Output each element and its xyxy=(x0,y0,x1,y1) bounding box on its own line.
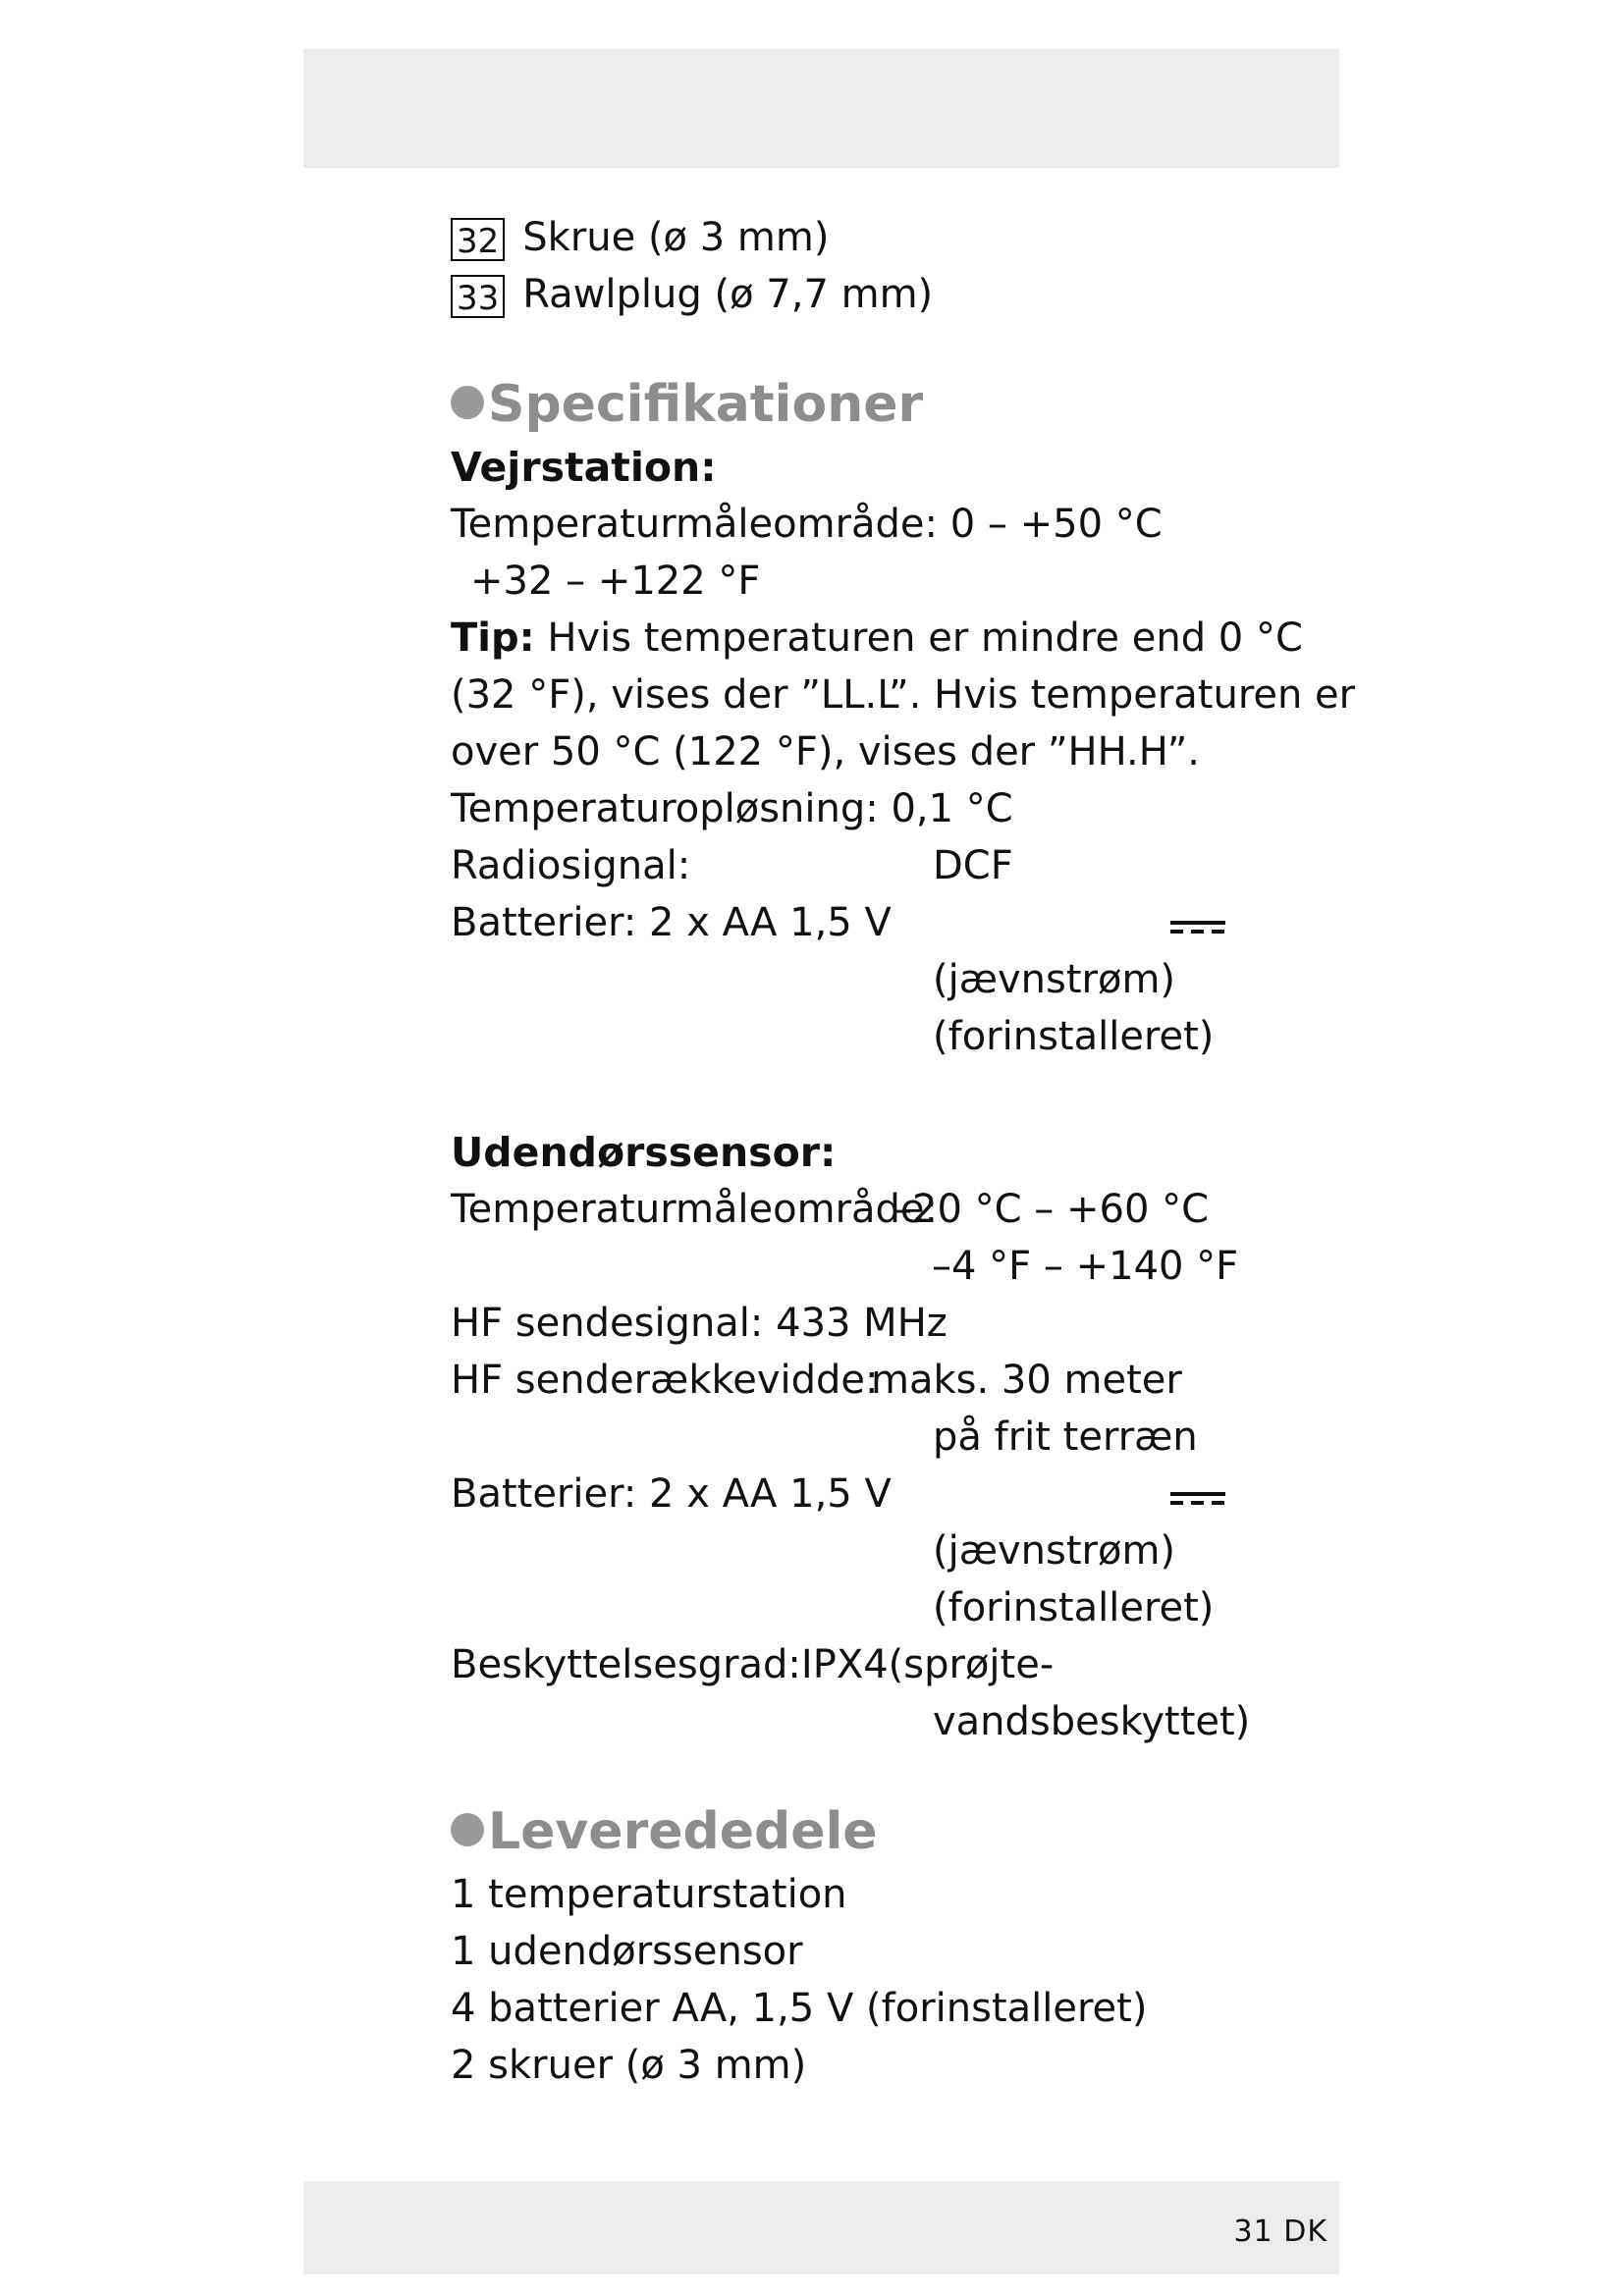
station-radio-value: DCF xyxy=(933,843,1013,888)
sensor-hf-range-value: maks. 30 meter xyxy=(871,1358,1182,1403)
sensor-hf-range-value2: på frit terræn xyxy=(933,1415,1198,1460)
part-label: Rawlplug (ø 7,7 mm) xyxy=(522,272,934,317)
list-item: 4 batterier AA, 1,5 V (forinstalleret) xyxy=(451,1986,1148,2031)
sensor-battery-label: Batterier: 2 x AA 1,5 V xyxy=(451,1471,892,1517)
sensor-battery-dc: (jævnstrøm) xyxy=(933,1528,1176,1574)
header-band xyxy=(303,49,1339,168)
sensor-battery-pre: (forinstalleret) xyxy=(933,1585,1215,1630)
part-number: 32 xyxy=(451,218,505,261)
sensor-heading: Udendørssensor: xyxy=(451,1129,837,1176)
tip-text: Hvis temperaturen er mindre end 0 °C xyxy=(534,615,1303,661)
station-resolution: Temperaturopløsning: 0,1 °C xyxy=(451,786,1013,831)
station-heading: Vejrstation: xyxy=(451,444,717,491)
specs-heading xyxy=(451,375,923,434)
list-item: 1 udendørssensor xyxy=(451,1929,803,1974)
delivery-heading xyxy=(451,1802,878,1861)
footer-band xyxy=(303,2181,1339,2274)
part-item xyxy=(451,271,933,318)
sensor-protection: Beskyttelsesgrad:IPX4(sprøjte- xyxy=(451,1642,1055,1687)
station-radio-label: Radiosignal: xyxy=(451,843,691,888)
part-item xyxy=(451,214,829,261)
direct-current-icon xyxy=(1170,1492,1225,1506)
sensor-hf-range-label: HF senderækkevidde: xyxy=(451,1358,879,1403)
sensor-temp-value-f: –4 °F – +140 °F xyxy=(932,1244,1239,1289)
delivery-title: Leverededele xyxy=(488,1802,878,1861)
list-item: 1 temperaturstation xyxy=(451,1872,847,1917)
sensor-hf-signal: HF sendesignal: 433 MHz xyxy=(451,1301,947,1346)
page-number: 31 DK xyxy=(1233,2215,1327,2249)
station-temp-range: Temperaturmåleområde: 0 – +50 °C xyxy=(451,502,1163,547)
sensor-temp-label: Temperaturmåleområde: xyxy=(451,1187,939,1232)
station-tip-line3: over 50 °C (122 °F), vises der ”HH.H”. xyxy=(451,729,1201,774)
station-battery-label: Batterier: 2 x AA 1,5 V xyxy=(451,900,892,945)
station-battery-dc: (jævnstrøm) xyxy=(933,957,1176,1002)
station-battery-pre: (forinstalleret) xyxy=(933,1014,1215,1059)
part-label: Skrue (ø 3 mm) xyxy=(522,215,830,260)
bullet-icon xyxy=(451,1813,484,1846)
part-number: 33 xyxy=(451,275,505,318)
station-tip xyxy=(451,614,1303,662)
specs-title: Specifikationer xyxy=(488,375,924,434)
station-tip-line2: (32 °F), vises der ”LL.L”. Hvis temperaturen er xyxy=(451,672,1356,718)
sensor-temp-value: –20 °C – +60 °C xyxy=(893,1187,1210,1232)
list-item: 2 skruer (ø 3 mm) xyxy=(451,2043,807,2088)
bullet-icon xyxy=(451,386,484,419)
station-temp-range-f: +32 – +122 °F xyxy=(470,559,761,604)
sensor-protection2: vandsbeskyttet) xyxy=(933,1699,1251,1744)
tip-label: Tip: xyxy=(451,615,535,661)
direct-current-icon xyxy=(1170,921,1225,934)
